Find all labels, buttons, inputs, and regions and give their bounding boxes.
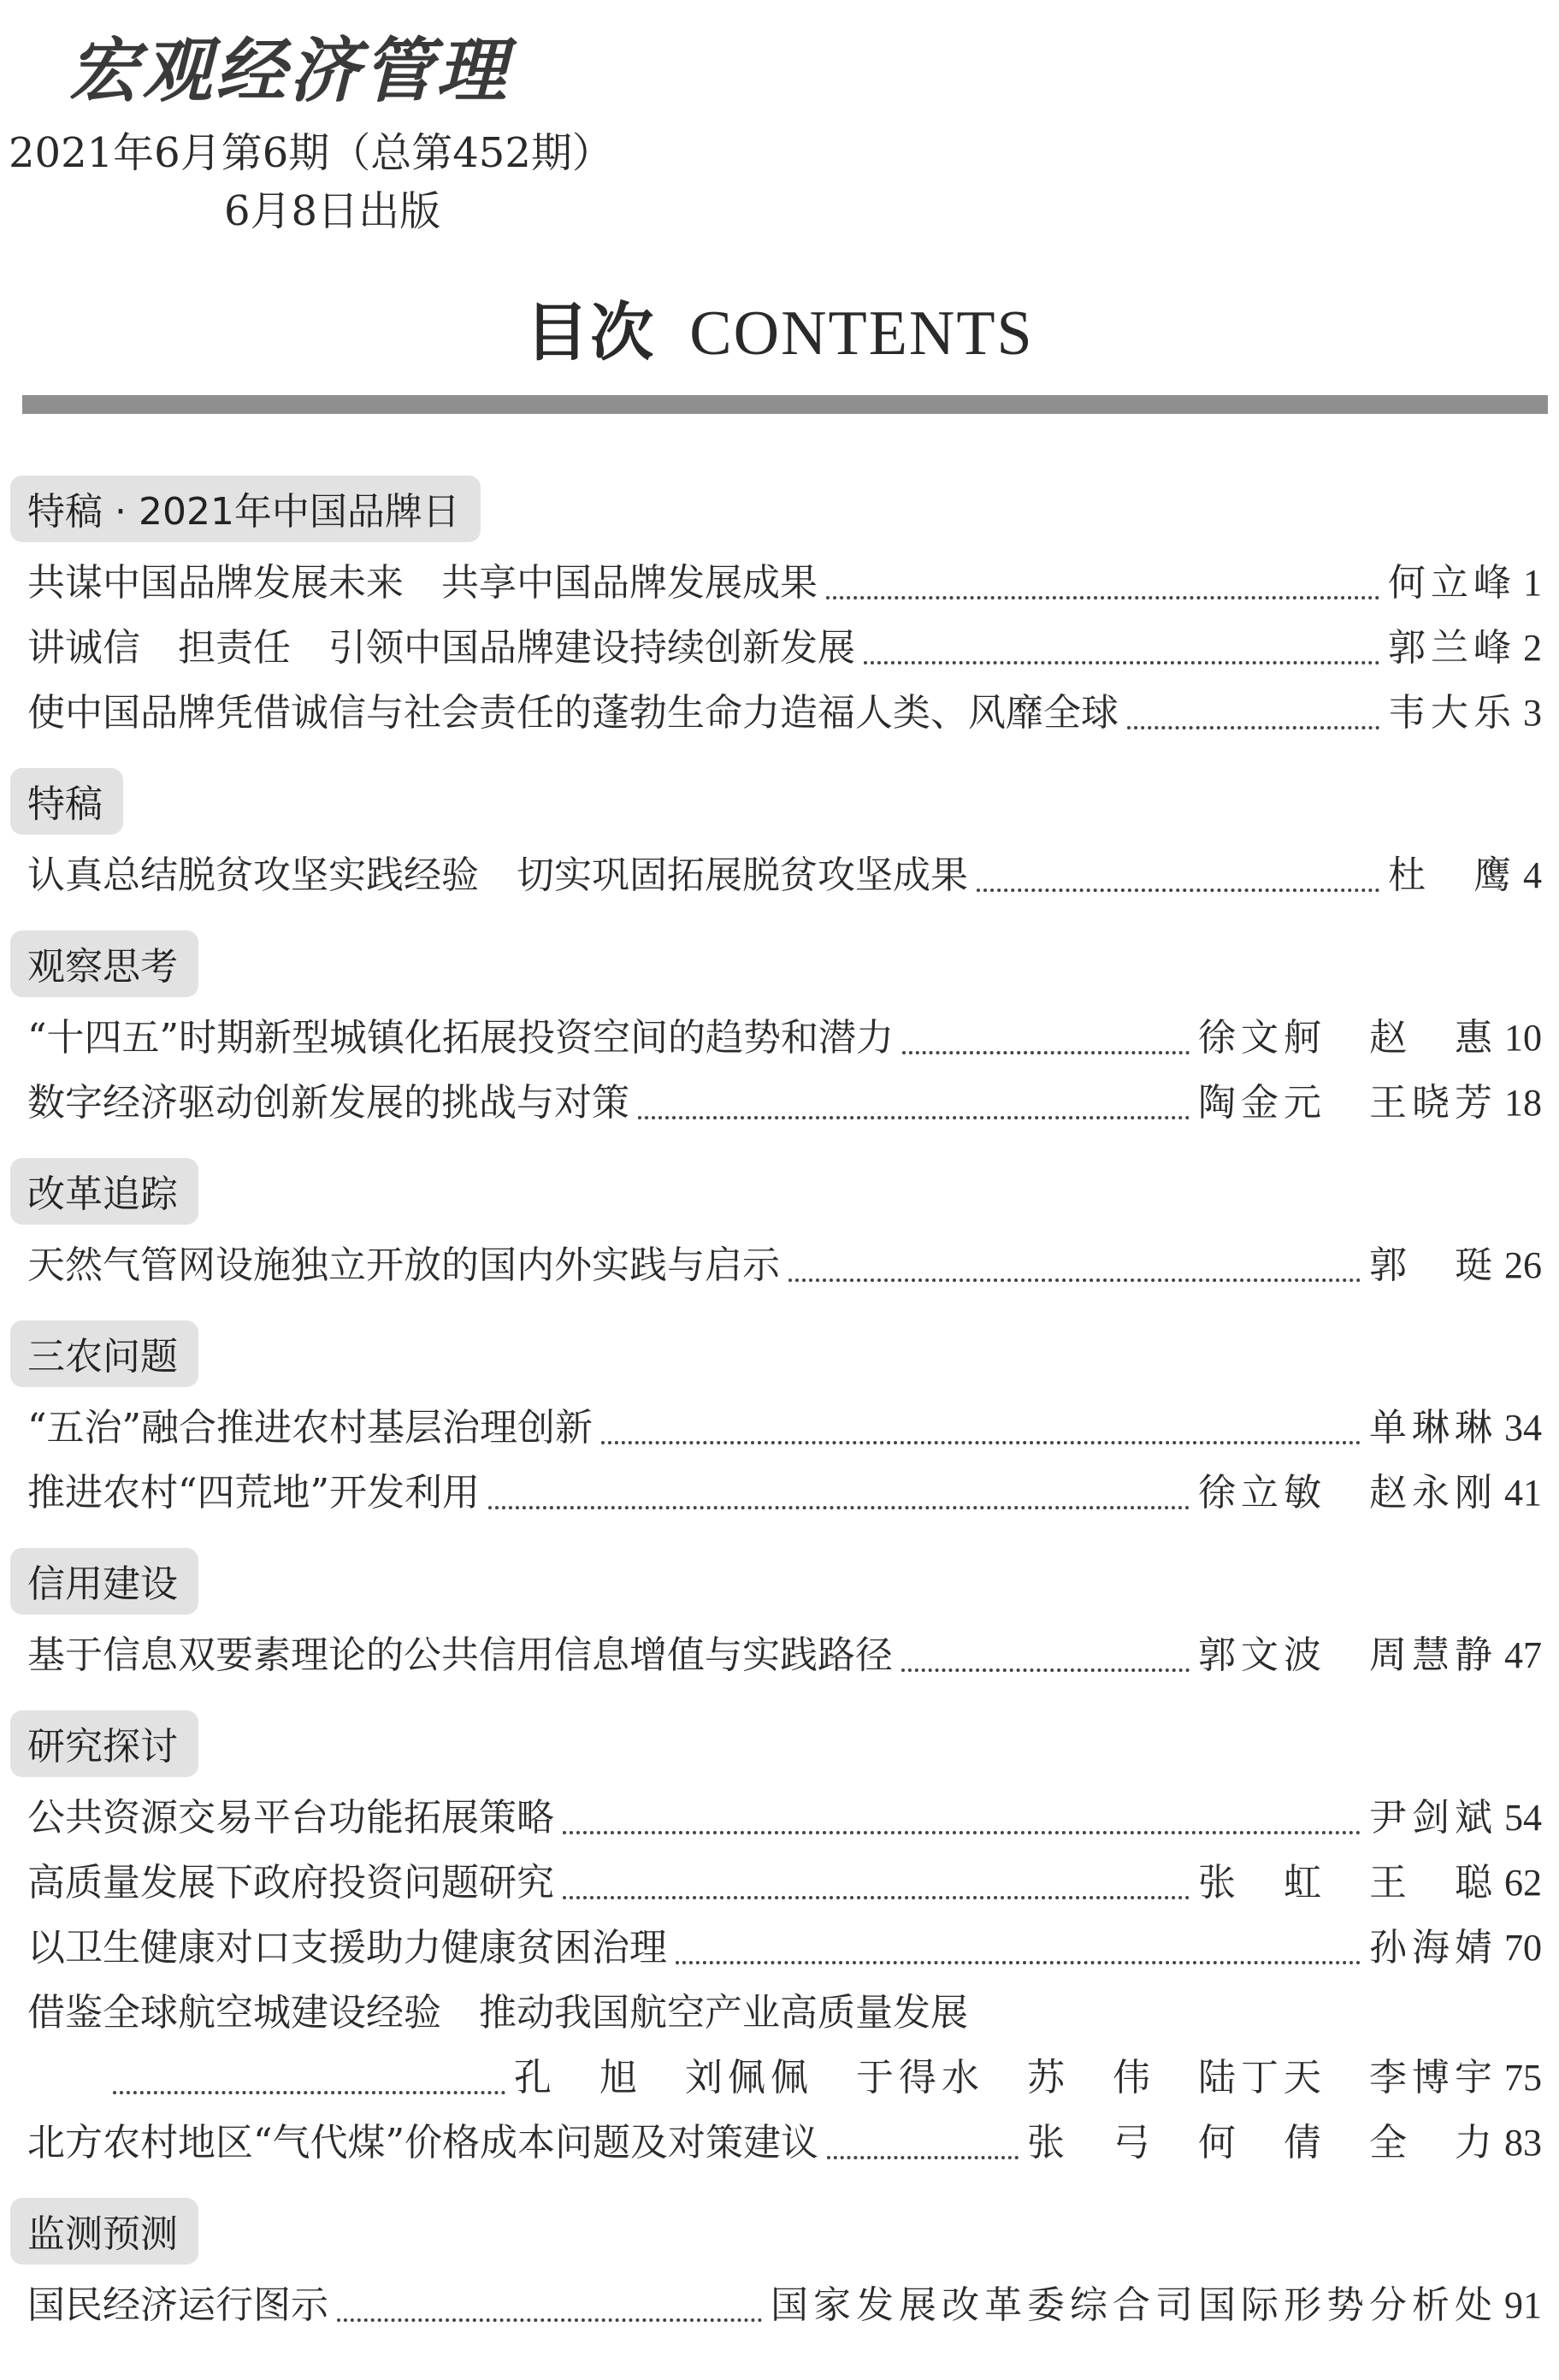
dot-leader <box>601 1440 1361 1444</box>
article-authors: 郭 珽 <box>1369 1243 1497 1287</box>
contents-title <box>0 282 1559 373</box>
section-heading: 特稿 <box>10 768 123 835</box>
table-of-contents <box>0 475 1559 2360</box>
article-title: 使中国品牌凭借诚信与社会责任的蓬勃生命力造福人类、风靡全球 <box>27 691 1119 735</box>
article-title: 借鉴全球航空城建设经验 推动我国航空产业高质量发展 <box>27 1991 968 2035</box>
page-number: 26 <box>1504 1244 1542 1286</box>
article-title: 国民经济运行图示 <box>27 2283 328 2327</box>
toc-entry[interactable] <box>104 2046 1542 2111</box>
toc-entry[interactable] <box>27 843 1542 908</box>
article-title: 天然气管网设施独立开放的国内外实践与启示 <box>27 1243 780 1287</box>
section-heading: 研究探讨 <box>10 1710 198 1777</box>
page-number: 34 <box>1504 1407 1542 1449</box>
article-authors: 陶金元 王晓芳 <box>1198 1081 1497 1125</box>
toc-entry[interactable] <box>27 1233 1542 1298</box>
article-title: “十四五”时期新型城镇化拓展投资空间的趋势和潜力 <box>27 1016 894 1060</box>
toc-entry[interactable] <box>27 1851 1542 1916</box>
dot-leader <box>902 1050 1190 1054</box>
article-authors: 郭兰峰 <box>1388 626 1516 670</box>
section-heading: 三农问题 <box>10 1320 198 1387</box>
page-number: 41 <box>1504 1472 1542 1514</box>
article-authors: 尹剑斌 <box>1369 1796 1497 1840</box>
toc-entry[interactable] <box>27 1981 1542 2046</box>
page-number: 10 <box>1504 1017 1542 1059</box>
toc-section <box>0 1158 1559 1320</box>
page-number: 47 <box>1504 1634 1542 1676</box>
toc-entry[interactable] <box>27 1396 1542 1461</box>
article-authors: 单琳琳 <box>1369 1406 1497 1450</box>
dot-leader <box>488 1505 1190 1509</box>
page-number: 3 <box>1523 692 1542 734</box>
title-divider <box>22 395 1548 414</box>
section-spacer <box>0 1688 1559 1710</box>
page-number: 70 <box>1504 1927 1542 1969</box>
page-number: 75 <box>1504 2057 1542 2099</box>
article-title: “五治”融合推进农村基层治理创新 <box>27 1406 593 1450</box>
publish-date: 6月8日出版 <box>224 187 441 235</box>
page-number: 83 <box>1504 2122 1542 2164</box>
toc-section <box>0 1710 1559 2198</box>
contents-title-cn: 目次 <box>525 296 656 369</box>
page-number: 62 <box>1504 1862 1542 1904</box>
toc-section <box>0 1320 1559 1548</box>
dot-leader <box>788 1278 1361 1282</box>
dot-leader <box>337 2318 762 2322</box>
article-authors: 张 弓 何 倩 全 力 <box>1027 2121 1497 2164</box>
toc-entry[interactable] <box>27 2111 1542 2176</box>
article-title: 高质量发展下政府投资问题研究 <box>27 1861 554 1905</box>
section-heading: 改革追踪 <box>10 1158 198 1225</box>
contents-title-en: CONTENTS <box>689 298 1034 369</box>
article-title: 认真总结脱贫攻坚实践经验 切实巩固拓展脱贫攻坚成果 <box>27 853 968 897</box>
dot-leader <box>676 1960 1361 1964</box>
dot-leader <box>113 2090 505 2094</box>
toc-entry[interactable] <box>27 616 1542 681</box>
dot-leader <box>563 1895 1190 1899</box>
toc-entry[interactable] <box>27 1623 1542 1688</box>
page-number: 54 <box>1504 1797 1542 1839</box>
article-authors: 郭文波 周慧静 <box>1198 1633 1497 1677</box>
section-heading: 监测预测 <box>10 2198 198 2265</box>
page-number: 2 <box>1523 627 1542 669</box>
toc-section <box>0 475 1559 768</box>
article-authors: 孙海婧 <box>1369 1926 1497 1970</box>
toc-section <box>0 930 1559 1158</box>
article-authors: 孔 旭 刘佩佩 于得水 苏 伟 陆丁天 李博宇 <box>514 2056 1497 2099</box>
article-title: 共谋中国品牌发展未来 共享中国品牌发展成果 <box>27 561 818 605</box>
toc-entry[interactable] <box>27 681 1542 746</box>
toc-section <box>0 1548 1559 1710</box>
section-spacer <box>0 2338 1559 2360</box>
page-number: 4 <box>1523 854 1542 896</box>
section-spacer <box>0 1526 1559 1548</box>
article-authors: 张 虹 王 聪 <box>1198 1861 1497 1905</box>
article-title: 公共资源交易平台功能拓展策略 <box>27 1796 554 1840</box>
article-title: 以卫生健康对口支援助力健康贫困治理 <box>27 1926 667 1970</box>
section-heading: 观察思考 <box>10 930 198 997</box>
article-authors: 杜 鹰 <box>1388 853 1516 897</box>
toc-entry[interactable] <box>27 551 1542 616</box>
section-heading: 信用建设 <box>10 1548 198 1615</box>
dot-leader <box>977 888 1379 892</box>
issue-info: 2021年6月第6期（总第452期） <box>9 129 613 177</box>
section-spacer <box>0 2176 1559 2198</box>
toc-section <box>0 768 1559 930</box>
dot-leader <box>563 1830 1361 1834</box>
section-heading: 特稿 · 2021年中国品牌日 <box>10 475 481 542</box>
dot-leader <box>1127 725 1379 729</box>
article-title: 北方农村地区“气代煤”价格成本问题及对策建议 <box>27 2121 818 2164</box>
page-number: 18 <box>1504 1082 1542 1124</box>
article-authors: 徐文舸 赵 惠 <box>1198 1016 1497 1060</box>
toc-entry[interactable] <box>27 1461 1542 1526</box>
section-spacer <box>0 1298 1559 1320</box>
article-authors: 国家发展改革委综合司国际形势分析处 <box>771 2283 1497 2327</box>
toc-section <box>0 2198 1559 2360</box>
toc-entry[interactable] <box>27 1916 1542 1981</box>
section-spacer <box>0 908 1559 930</box>
article-authors: 韦大乐 <box>1388 691 1516 735</box>
toc-entry[interactable] <box>27 1071 1542 1136</box>
article-title: 数字经济驱动创新发展的挑战与对策 <box>27 1081 629 1125</box>
dot-leader <box>901 1668 1190 1672</box>
article-title: 基于信息双要素理论的公共信用信息增值与实践路径 <box>27 1633 893 1677</box>
toc-entry[interactable] <box>27 2273 1542 2338</box>
section-spacer <box>0 1136 1559 1158</box>
toc-entry[interactable] <box>27 1786 1542 1851</box>
article-title: 推进农村“四荒地”开发利用 <box>27 1471 480 1515</box>
page-number: 91 <box>1504 2284 1542 2326</box>
article-title: 讲诚信 担责任 引领中国品牌建设持续创新发展 <box>27 626 855 670</box>
dot-leader <box>827 2155 1019 2159</box>
dot-leader <box>826 595 1379 599</box>
section-spacer <box>0 746 1559 768</box>
journal-masthead: 宏观经济管理 <box>68 30 510 112</box>
page-number: 1 <box>1523 562 1542 604</box>
toc-entry[interactable] <box>27 1006 1542 1071</box>
article-authors: 何立峰 <box>1388 561 1516 605</box>
dot-leader <box>864 660 1379 664</box>
article-authors: 徐立敏 赵永刚 <box>1198 1471 1497 1515</box>
dot-leader <box>638 1115 1190 1119</box>
